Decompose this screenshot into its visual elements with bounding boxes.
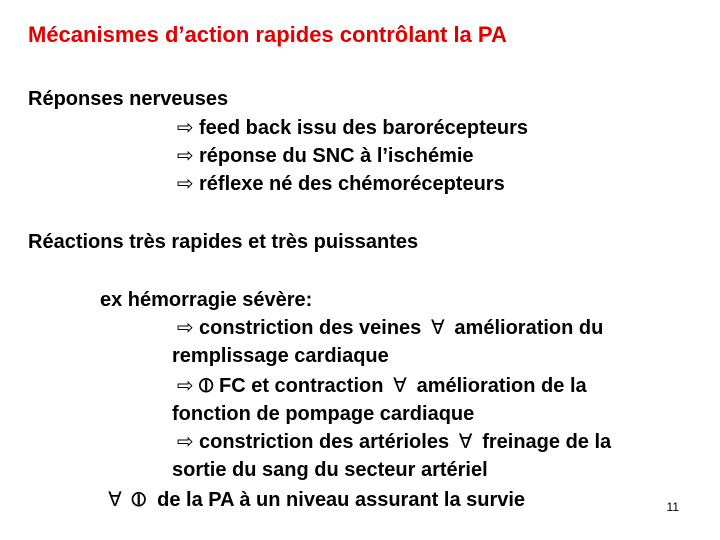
example-item-3-b: freinage de la: [482, 431, 612, 453]
nervous-item-2-text: réponse du SNC à l’ischémie: [199, 145, 474, 167]
nervous-item-3: [177, 172, 505, 196]
example-item-2-b: amélioration de la: [416, 375, 587, 397]
fast-heading: Réactions très rapides et très puissantes: [28, 231, 419, 253]
nervous-item-1: [177, 116, 528, 140]
arrow-icon: ⇨: [177, 431, 194, 453]
example-item-3-a: constriction des artérioles: [199, 431, 450, 453]
example-item-1: [177, 316, 603, 340]
up-arrow-icon: ∀: [108, 489, 122, 511]
nervous-item-2: [177, 144, 474, 168]
up-arrow-icon: ∀: [431, 317, 445, 339]
arrow-icon: ⇨: [177, 117, 194, 139]
paren-bullet-icon: ⦶: [199, 375, 214, 397]
arrow-icon: ⇨: [177, 145, 194, 167]
up-arrow-icon: ∀: [393, 375, 407, 397]
slide-title: Mécanismes d’action rapides contrôlant la PA: [28, 22, 507, 47]
arrow-icon: ⇨: [177, 317, 194, 339]
example-item-1-b: amélioration du: [454, 317, 604, 339]
conclusion-line: [104, 488, 525, 512]
conclusion-text: de la PA à un niveau assurant la survie: [157, 489, 526, 511]
nervous-heading: Réponses nerveuses: [28, 88, 229, 110]
example-item-3-cont: sortie du sang du secteur artériel: [172, 459, 488, 481]
nervous-item-1-text: feed back issu des barorécepteurs: [199, 117, 529, 139]
example-item-3: [177, 430, 611, 454]
example-item-2: [177, 374, 587, 398]
page-number: 11: [666, 500, 679, 514]
example-item-1-cont: remplissage cardiaque: [172, 345, 389, 367]
arrow-icon: ⇨: [177, 375, 194, 397]
example-item-2-cont: fonction de pompage cardiaque: [172, 403, 475, 425]
example-item-2-a: FC et contraction: [219, 375, 384, 397]
example-heading: ex hémorragie sévère:: [100, 289, 313, 311]
paren-bullet-icon: ⦶: [131, 489, 147, 511]
nervous-item-3-text: réflexe né des chémorécepteurs: [199, 173, 505, 195]
up-arrow-icon: ∀: [458, 431, 473, 453]
example-item-1-a: constriction des veines: [199, 317, 422, 339]
arrow-icon: ⇨: [177, 173, 194, 195]
